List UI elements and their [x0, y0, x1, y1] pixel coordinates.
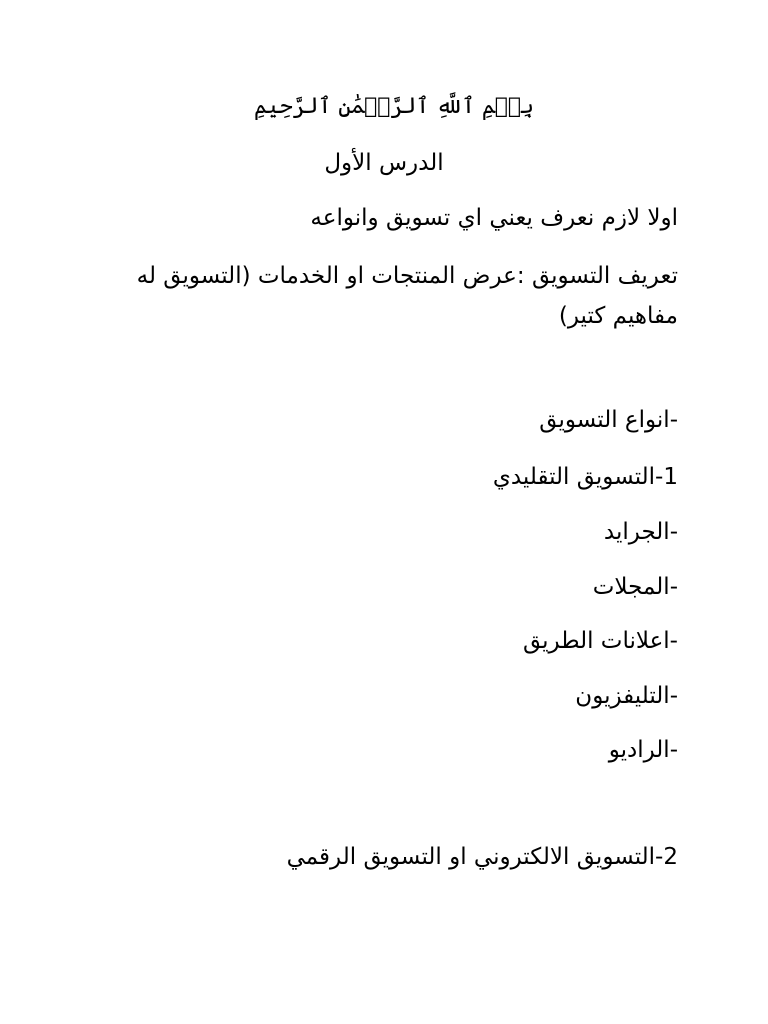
intro-line: اولا لازم نعرف يعني اي تسويق وانواعه — [310, 205, 678, 231]
list-item-newspapers: -الجرايد — [603, 519, 678, 545]
list-item-magazines: -المجلات — [592, 574, 678, 600]
marketing-definition: تعريف التسويق :عرض المنتجات او الخدمات (التسويق له مفاهيم كتير) — [136, 263, 678, 329]
digital-marketing-heading: 2-التسويق الالكتروني او التسويق الرقمي — [286, 844, 678, 870]
basmala-heading: بِسۡمِ ٱللَّهِ ٱلرَّحۡمَٰنِ ٱلرَّحِيمِ — [253, 94, 535, 119]
marketing-types-heading: -انواع التسويق — [539, 407, 678, 433]
list-item-billboards: -اعلانات الطريق — [522, 628, 678, 654]
traditional-marketing-heading: 1-التسويق التقليدي — [492, 464, 678, 490]
lesson-title: الدرس الأول — [324, 150, 444, 176]
list-item-radio: -الراديو — [608, 737, 678, 763]
list-item-television: -التليفزيون — [575, 683, 678, 709]
